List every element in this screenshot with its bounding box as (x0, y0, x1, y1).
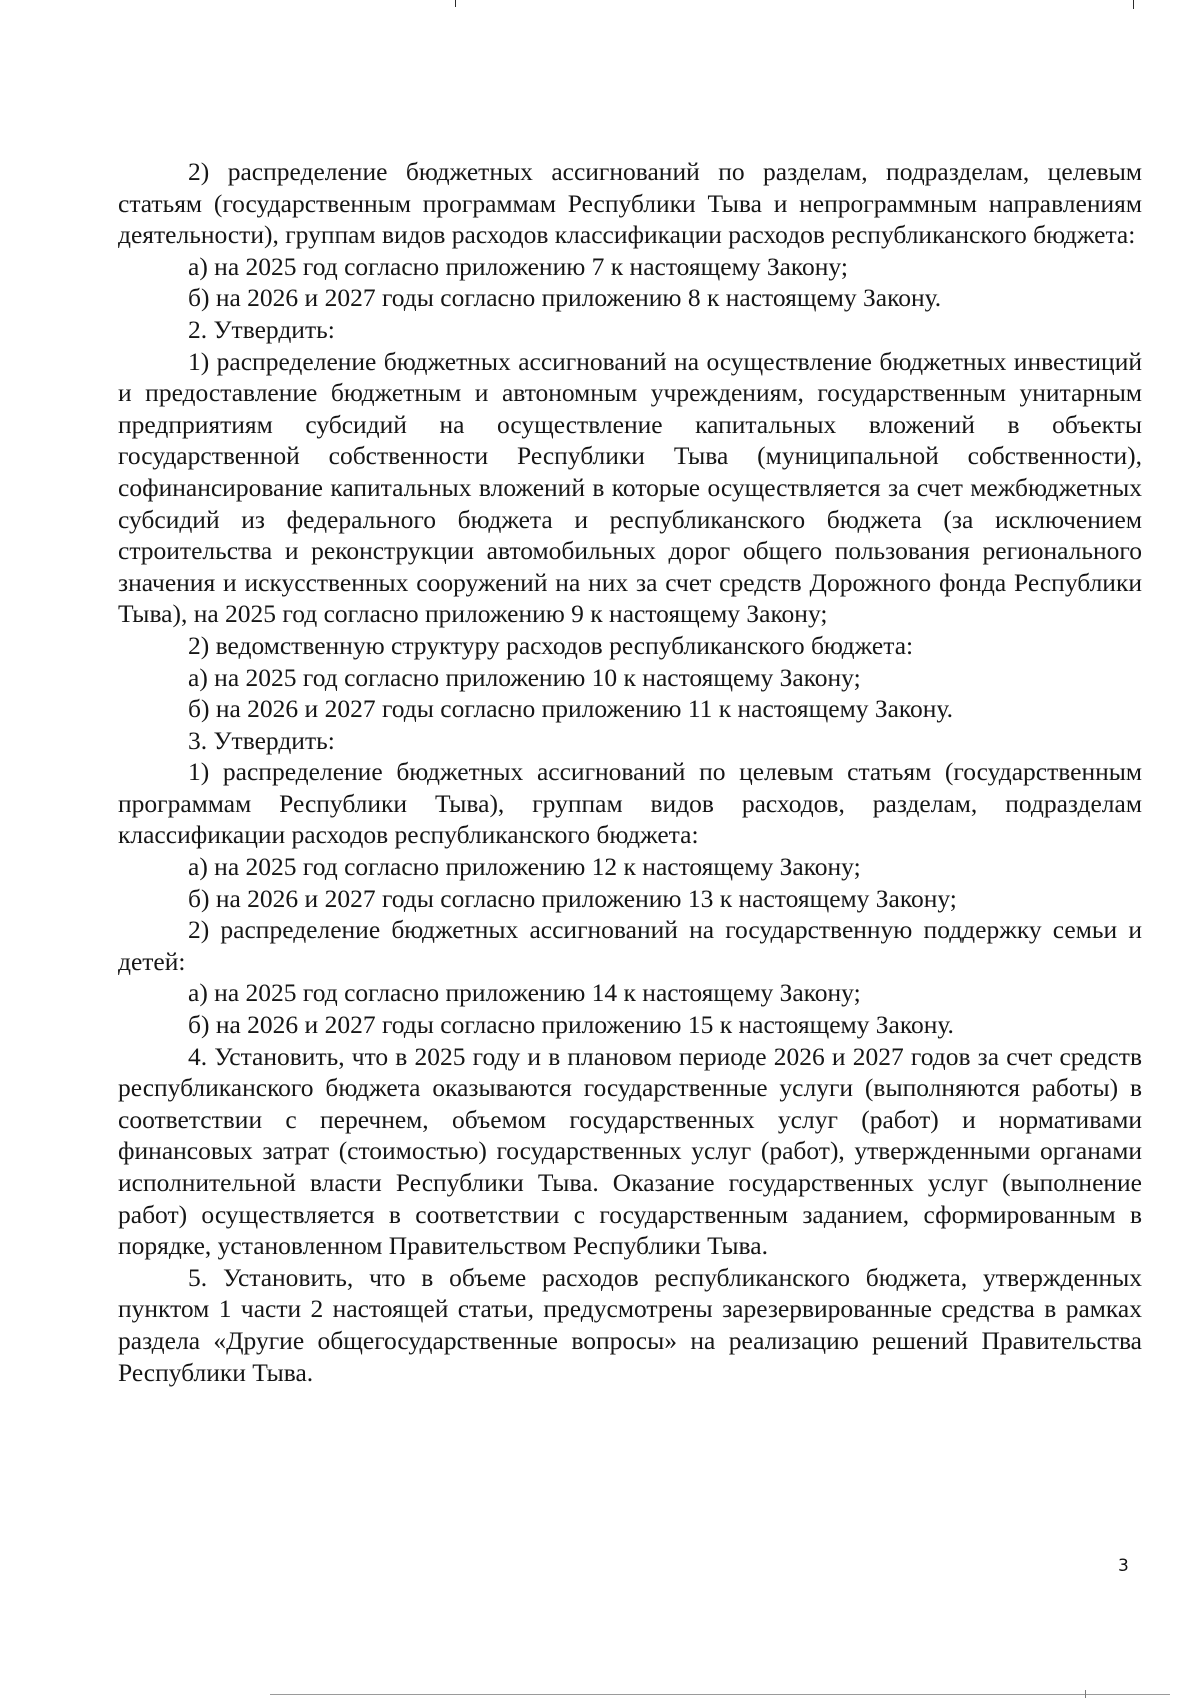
paragraph-point-3-approve: 3. Утвердить: (188, 725, 335, 755)
bottom-scan-rule (270, 1694, 1170, 1695)
paragraph-point-5-reserved-funds: 5. Установить, что в объеме расходов республиканского бюджета, утвержденных пунктом 1 части 2 настоящей статьи, предусмотрены зарезервированные средства в рамках раздела «Другие общегосударственные вопросы» на реализацию решений Правительства Республики Тыва. (118, 1262, 1142, 1387)
paragraph-appropriations-by-sections: 2) распределение бюджетных ассигнований по разделам, подразделам, целевым статьям (государственным программам Республики Тыва и непрограммным направлениям деятельности), группам видов расходов классификации расходов республиканского бюджета: (118, 157, 1142, 250)
paragraph-departmental-structure: 2) ведомственную структуру расходов республиканского бюджета: (188, 630, 914, 660)
bottom-scan-mark (1085, 1690, 1086, 1698)
document-body (118, 156, 1142, 1388)
paragraph-item-a-2025: а) на 2025 год согласно приложению 7 к настоящему Закону; (188, 251, 848, 281)
paragraph-item-b-2026-2027: б) на 2026 и 2027 годы согласно приложению 13 к настоящему Закону; (188, 883, 957, 913)
paragraph-capital-investments: 1) распределение бюджетных ассигнований на осуществление бюджетных инвестиций и предоставление бюджетным и автономным учреждениям, государственным унитарным предприятиям субсидий на осуществление капитальных вложений в объекты государственной собственности Республики Тыва (муниципальной собственности), софинансирование капитальных вложений в которые осуществляется за счет межбюджетных субсидий из федерального бюджета и республиканского бюджета (за исключением строительства и реконструкции автомобильных дорог общего пользования регионального значения и искусственных сооружений на них за счет средств Дорожного фонда Республики Тыва), на 2025 год согласно приложению 9 к настоящему Закону; (118, 346, 1142, 629)
paragraph-item-b-2026-2027: б) на 2026 и 2027 годы согласно приложению 15 к настоящему Закону. (188, 1010, 954, 1040)
scan-mark (455, 0, 456, 7)
page-number: 3 (1118, 1556, 1129, 1576)
paragraph-item-a-2025: а) на 2025 год согласно приложению 10 к настоящему Закону; (188, 662, 861, 692)
paragraph-appropriations-by-target-articles: 1) распределение бюджетных ассигнований по целевым статьям (государственным программам Республики Тыва), группам видов расходов, разделам, подразделам классификации расходов республиканского бюджета: (118, 757, 1142, 850)
paragraph-item-a-2025: а) на 2025 год согласно приложению 14 к настоящему Закону; (188, 978, 861, 1008)
paragraph-point-4-state-services: 4. Установить, что в 2025 году и в плановом периоде 2026 и 2027 годов за счет средств республиканского бюджета оказываются государственные услуги (выполняются работы) в соответствии с перечнем, объемом государственных услуг (работ) и нормативами финансовых затрат (стоимостью) государственных услуг (работ), утвержденными органами исполнительной власти Республики Тыва. Оказание государственных услуг (выполнение работ) осуществляется в соответствии с государственным заданием, сформированным в порядке, установленном Правительством Республики Тыва. (118, 1041, 1142, 1261)
scan-mark (1133, 0, 1134, 9)
paragraph-family-support: 2) распределение бюджетных ассигнований на государственную поддержку семьи и детей: (118, 915, 1142, 976)
paragraph-item-a-2025: а) на 2025 год согласно приложению 12 к настоящему Закону; (188, 852, 861, 882)
paragraph-item-b-2026-2027: б) на 2026 и 2027 годы согласно приложению 11 к настоящему Закону. (188, 694, 953, 724)
paragraph-point-2-approve: 2. Утвердить: (188, 314, 335, 344)
paragraph-item-b-2026-2027: б) на 2026 и 2027 годы согласно приложению 8 к настоящему Закону. (188, 283, 942, 313)
